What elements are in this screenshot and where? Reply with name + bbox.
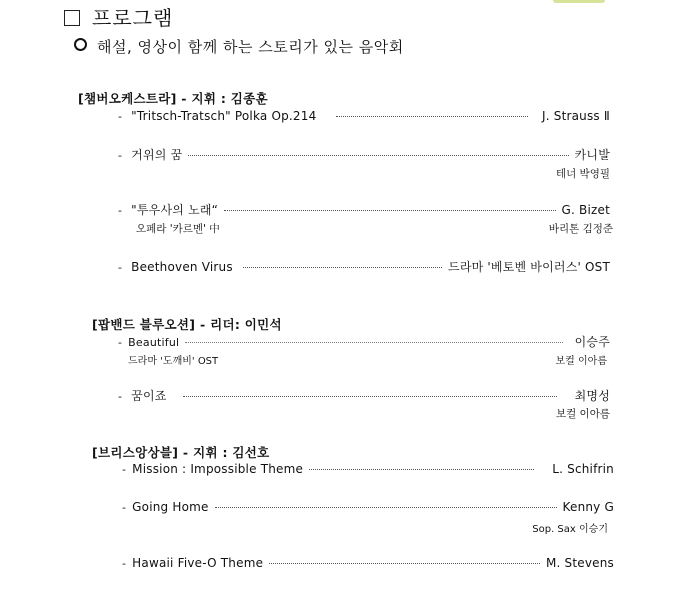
- item-performer: 테너 박영필: [555, 168, 610, 180]
- item-composer: M. Stevens: [545, 556, 614, 570]
- subtitle: [74, 36, 404, 57]
- program-item: [118, 201, 610, 218]
- page-title-text: 프로그램: [92, 6, 174, 30]
- program-item: [122, 462, 614, 476]
- item-title: Going Home: [132, 500, 209, 514]
- item-title: Beethoven Virus: [131, 260, 233, 274]
- item-performer: 바리톤 김정준: [548, 223, 613, 235]
- dot-leader: [183, 395, 557, 397]
- item-bullet: -: [118, 110, 123, 123]
- item-performer: Sop. Sax 이승기: [532, 524, 608, 535]
- program-item: [118, 333, 610, 350]
- item-composer: 최명성: [574, 389, 610, 403]
- item-title: 거위의 꿈: [131, 148, 183, 162]
- program-item: [118, 146, 610, 163]
- item-title: 꿈이죠: [131, 389, 167, 403]
- item-bullet: -: [122, 501, 127, 514]
- group-header-chamber-orchestra: [챔버오케스트라] - 지휘 : 김종훈: [78, 91, 268, 106]
- checkbox-square-icon: [64, 10, 80, 26]
- item-note: 오페라 '카르멘' 中: [136, 223, 220, 235]
- group-header-popband-blue-ocean: [팝밴드 블루오션] - 리더: 이민석: [92, 317, 282, 332]
- dot-leader: [243, 266, 442, 268]
- item-title: Beautiful: [128, 336, 180, 349]
- item-bullet: -: [118, 149, 123, 162]
- item-composer: 이승주: [574, 335, 610, 349]
- item-composer: L. Schifrin: [552, 462, 614, 476]
- item-performer: 보컬 이아름: [555, 356, 607, 367]
- program-item: [122, 500, 614, 514]
- page-title: [64, 2, 173, 31]
- item-note: 드라마 '도깨비' OST: [128, 356, 219, 367]
- dot-leader: [188, 154, 568, 156]
- item-performer: 보컬 이아름: [555, 408, 610, 420]
- subtitle-text: 해설, 영상이 함께 하는 스토리가 있는 음악회: [97, 38, 404, 56]
- program-item: [118, 387, 610, 404]
- item-bullet: -: [118, 261, 123, 274]
- circle-bullet-icon: [74, 38, 87, 51]
- dot-leader: [185, 341, 562, 343]
- dot-leader: [269, 562, 540, 564]
- dot-leader: [309, 468, 534, 470]
- item-bullet: -: [118, 390, 123, 403]
- dot-leader: [215, 506, 557, 508]
- item-composer: J. Strauss Ⅱ: [541, 109, 610, 123]
- item-bullet: -: [118, 204, 123, 217]
- corner-decoration: [553, 0, 605, 3]
- dot-leader: [336, 115, 528, 117]
- item-bullet: -: [122, 463, 127, 476]
- group-header-brass-ensemble: [브리스앙상블] - 지휘 : 김선호: [92, 445, 270, 460]
- item-composer: 드라마 '베토벤 바이러스' OST: [448, 260, 610, 274]
- item-title: "Tritsch-Tratsch" Polka Op.214: [131, 109, 317, 123]
- item-composer: G. Bizet: [561, 203, 610, 217]
- item-title: Hawaii Five-O Theme: [132, 556, 264, 570]
- program-item: [118, 109, 610, 123]
- item-bullet: -: [118, 336, 123, 349]
- program-item: [122, 556, 614, 570]
- item-title: Mission : Impossible Theme: [132, 462, 304, 476]
- item-composer: Kenny G: [562, 500, 614, 514]
- item-bullet: -: [122, 557, 127, 570]
- item-title: "투우사의 노래“: [131, 203, 219, 217]
- program-item: [118, 258, 610, 275]
- item-composer: 카니발: [574, 148, 610, 162]
- dot-leader: [224, 209, 555, 211]
